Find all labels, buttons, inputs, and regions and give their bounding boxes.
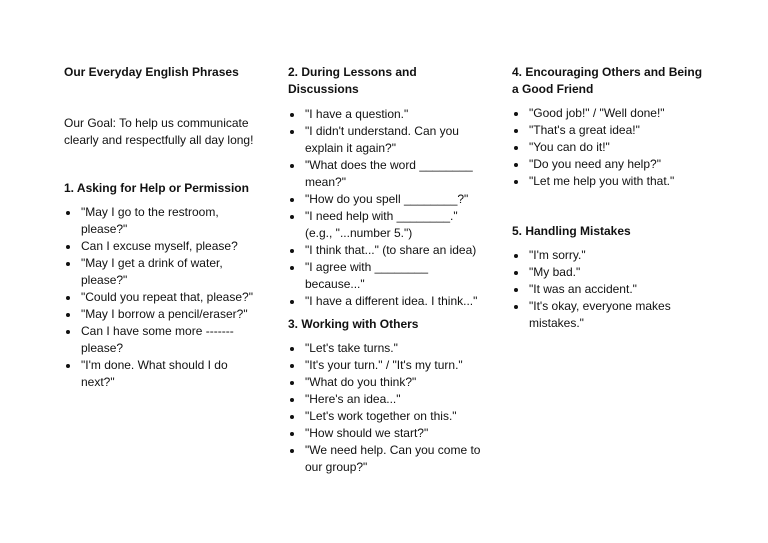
list-item: "That's a great idea!"	[512, 122, 712, 139]
list-item: Can I excuse myself, please?	[64, 238, 264, 255]
section-3-list	[288, 340, 488, 476]
list-item: "How should we start?"	[288, 425, 488, 442]
list-item: "Let's work together on this."	[288, 408, 488, 425]
list-item: Can I have some more ------- please?	[64, 323, 264, 357]
list-item: "I didn't understand. Can you explain it again?"	[288, 123, 488, 157]
list-item: "Here's an idea..."	[288, 391, 488, 408]
goal-text: Our Goal: To help us communicate clearly and respectfully all day long!	[64, 116, 254, 147]
list-item: "What does the word ________ mean?"	[288, 157, 488, 191]
list-item: "I'm done. What should I do next?"	[64, 357, 264, 391]
column-3	[512, 64, 712, 332]
list-item: "What do you think?"	[288, 374, 488, 391]
list-item: "I have a different idea. I think..."	[288, 293, 488, 310]
section-4-heading: 4. Encouraging Others and Being a Good Friend	[512, 65, 703, 96]
list-item: "I have a question."	[288, 106, 488, 123]
section-3-heading: 3. Working with Others	[288, 317, 419, 331]
list-item: "How do you spell ________?"	[288, 191, 488, 208]
list-item: "Let me help you with that."	[512, 173, 712, 190]
list-item: "Could you repeat that, please?"	[64, 289, 264, 306]
list-item: "I think that..." (to share an idea)	[288, 242, 488, 259]
section-2-heading: 2. During Lessons and Discussions	[288, 65, 417, 96]
section-4-list	[512, 105, 712, 190]
section-2-list	[288, 106, 488, 310]
list-item: "You can do it!"	[512, 139, 712, 156]
section-5-heading: 5. Handling Mistakes	[512, 224, 631, 238]
list-item: "We need help. Can you come to our group?"	[288, 442, 488, 476]
list-item: "It was an accident."	[512, 281, 712, 298]
column-2	[288, 64, 488, 476]
list-item: "May I borrow a pencil/eraser?"	[64, 306, 264, 323]
section-1-heading: 1. Asking for Help or Permission	[64, 181, 249, 195]
column-1	[64, 64, 264, 391]
list-item: "Good job!" / "Well done!"	[512, 105, 712, 122]
section-1-list	[64, 204, 264, 391]
list-item: "I'm sorry."	[512, 247, 712, 264]
list-item: "It's okay, everyone makes mistakes."	[512, 298, 712, 332]
list-item: "May I go to the restroom, please?"	[64, 204, 264, 238]
list-item: "Do you need any help?"	[512, 156, 712, 173]
section-5-list	[512, 247, 712, 332]
list-item: "It's your turn." / "It's my turn."	[288, 357, 488, 374]
list-item: "May I get a drink of water, please?"	[64, 255, 264, 289]
list-item: "I agree with ________ because..."	[288, 259, 488, 293]
list-item: "My bad."	[512, 264, 712, 281]
document-title: Our Everyday English Phrases	[64, 65, 239, 79]
list-item: "Let's take turns."	[288, 340, 488, 357]
list-item: "I need help with ________." (e.g., "...number 5.")	[288, 208, 488, 242]
